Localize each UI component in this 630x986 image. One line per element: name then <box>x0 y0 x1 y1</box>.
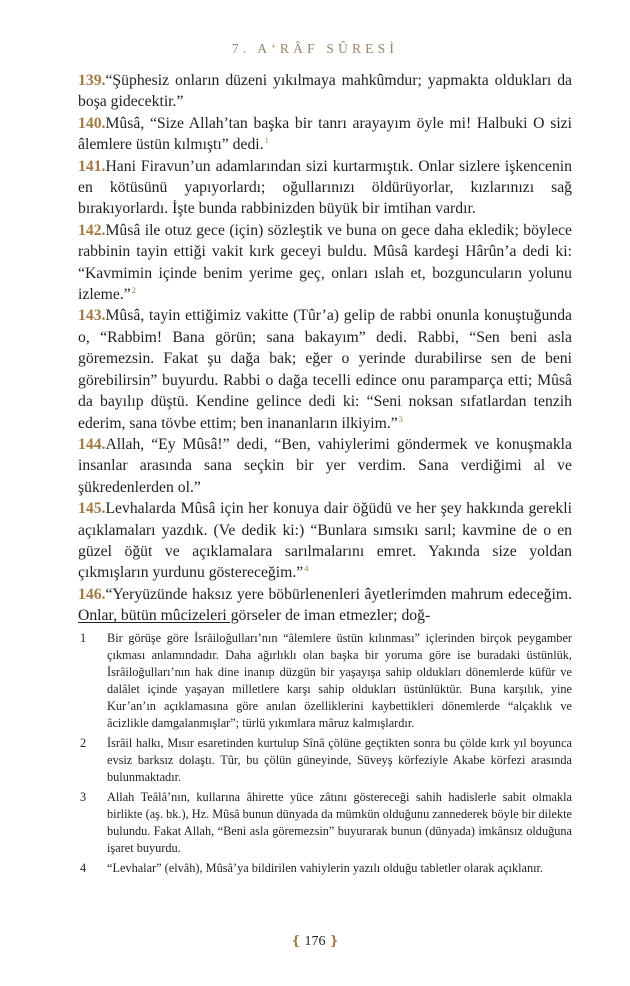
verse-number: 143. <box>78 307 106 325</box>
right-ornament-icon: ❵ <box>328 933 340 948</box>
verse-body <box>78 70 572 627</box>
verse-text: Allah, “Ey Mûsâ!” dedi, “Ben, vahiylerimi göndermek ve konuşmakla insanlar arasında sana seçkin bir yer verdim. Sana verdiğimi al ve şükredenlerden ol.” <box>78 435 572 496</box>
verse-text: Levhalarda Mûsâ için her konuya dair öğüdü ve her şey hakkında gerekli açıklamaları yazdık. (Ve dedik ki:) “Bunlara sımsıkı sarıl; kavmine de o en güzel öğüt ve açıklamalara sarılmalarını emret. Yakında size yoldan çıkmışların yurdunu göstereceğim.” <box>78 500 572 582</box>
verse-text: Mûsâ, tayin ettiğimiz vakitte (Tûr’a) gelip de rabbi onunla konuştuğunda o, “Rabbim! Bana görün; sana bakayım” dedi. Rabbi, “Sen beni asla göremezsin. Fakat şu dağa bak; eğer o yerinde durabilirse sen de beni görebilirsin” buyurdu. Rabbi o dağa tecelli edince onu paramparça etti; Mûsâ da bayılıp düştü. Kendine gelince dedi ki: “Seni noksan sıfatlardan tenzih ederim, sana tövbe ettim; ben inananların ilkiyim.” <box>78 307 572 432</box>
verse <box>78 498 572 584</box>
footnote-marker[interactable]: 3 <box>398 413 404 424</box>
footnote-number: 3 <box>80 790 87 804</box>
footnote-text: Bir görüşe göre İsrâiloğulları’nın “âlemlere üstün kılınması” içlerinden birçok peygamber çıkması anlamındadır. Daha ağırlıklı olan başka bir yoruma göre ise buradaki üstünlük, İsrâiloğulları’nın hak dine inanıp düzgün bir yaşayışa sahip oldukları dönemlerde küfür ve dalâlet içinde yaşayan milletlere karşı sahip oldukları üstünlüktür. Buna karşılık, yine Kur’an’ın açıklamasına göre anılan özelliklerini kaybettikleri dönemlerde “alçaklık ve âcizlikle damgalanmışlar”; türlü yıkımlara mâruz kalmışlardır. <box>107 631 572 730</box>
verse-number: 145. <box>78 500 106 518</box>
verse-number: 142. <box>78 221 106 239</box>
footnote-text: İsrâil halkı, Mısır esaretinden kurtulup Sînâ çölüne geçtikten sonra bu çölde kırk yıl boyunca evsiz barksız dolaştı. Tûr, bu çölün güneyinde, Süveyş körfeziyle Akabe körfezi arasında bulunmaktadır. <box>107 736 572 784</box>
verse-number: 140. <box>78 114 106 132</box>
verse-number: 146. <box>78 585 106 603</box>
verse <box>78 156 572 220</box>
verse <box>78 584 572 627</box>
verse-text: “Yeryüzünde haksız yere böbürlenenleri âyetlerimden mahrum edeceğim. Onlar, bütün mûcizeleri görseler de iman etmezler; doğ- <box>78 585 572 625</box>
footnote-number: 2 <box>80 736 87 750</box>
footnote <box>78 735 572 786</box>
verse <box>78 305 572 433</box>
verse-text: Hani Firavun’un adamlarından sizi kurtarmıştık. Onlar sizlere işkencenin en kötüsünü yapıyorlardı; oğullarınızı öldürüyorlar, kızlarınızı sağ bırakıyorlardı. İşte bunda rabbinizden büyük bir imtihan vardır. <box>78 157 572 218</box>
footnote <box>78 860 572 877</box>
verse-text: Mûsâ ile otuz gece (için) sözleştik ve buna on gece daha ekledik; böylece rabbinin tayin ettiği vakit kırk geceyi buldu. Mûsâ kardeşi Hârûn’a dedi ki: “Kavmimin içinde benim yerime geç, onları ıslah et, bozguncuların yolunu izleme.” <box>78 221 572 304</box>
page-number: 176 <box>304 934 326 949</box>
footnote-marker[interactable]: 1 <box>264 135 269 146</box>
footnote <box>78 630 572 732</box>
page-number-box <box>0 933 630 950</box>
verse-number: 141. <box>78 157 106 175</box>
footnotes <box>78 630 572 880</box>
running-header: 7. A‘RÂF SÛRESİ <box>231 41 399 56</box>
verse <box>78 434 572 498</box>
verse <box>78 220 572 306</box>
verse-text: “Şüphesiz onların düzeni yıkılmaya mahkûmdur; yapmakta oldukları da boşa gidecektir.” <box>78 72 572 111</box>
footnote <box>78 789 572 857</box>
footnote-divider <box>78 622 230 623</box>
verse <box>78 70 572 113</box>
verse-number: 144. <box>78 435 106 453</box>
verse-text: Mûsâ, “Size Allah’tan başka bir tanrı arayayım öyle mi! Halbuki O sizi âlemlere üstün kılmıştı” dedi. <box>78 114 572 154</box>
footnote-number: 1 <box>80 631 87 645</box>
footnote-marker[interactable]: 2 <box>131 285 136 296</box>
footnote-marker[interactable]: 4 <box>304 563 309 574</box>
footnote-text: Allah Teâlâ’nın, kullarına âhirette yüce zâtını göstereceği sahih hadislerle sabit olmakla birlikte (aş. bk.), Hz. Mûsâ bunun dünyada da mümkün olduğunu zannederek böyle bir dilekte bulundu. Fakat Allah, “Beni asla göremezsin” buyurarak bunun (dünyada) imkânsız olduğuna işaret buyurdu. <box>107 790 572 855</box>
footnote-text: “Levhalar” (elvâh), Mûsâ’ya bildirilen vahiylerin yazılı olduğu tabletler olarak açıklanır. <box>107 861 544 875</box>
verse-number: 139. <box>78 72 106 89</box>
footnote-number: 4 <box>80 861 87 875</box>
verse <box>78 113 572 156</box>
left-ornament-icon: ❴ <box>290 933 302 948</box>
